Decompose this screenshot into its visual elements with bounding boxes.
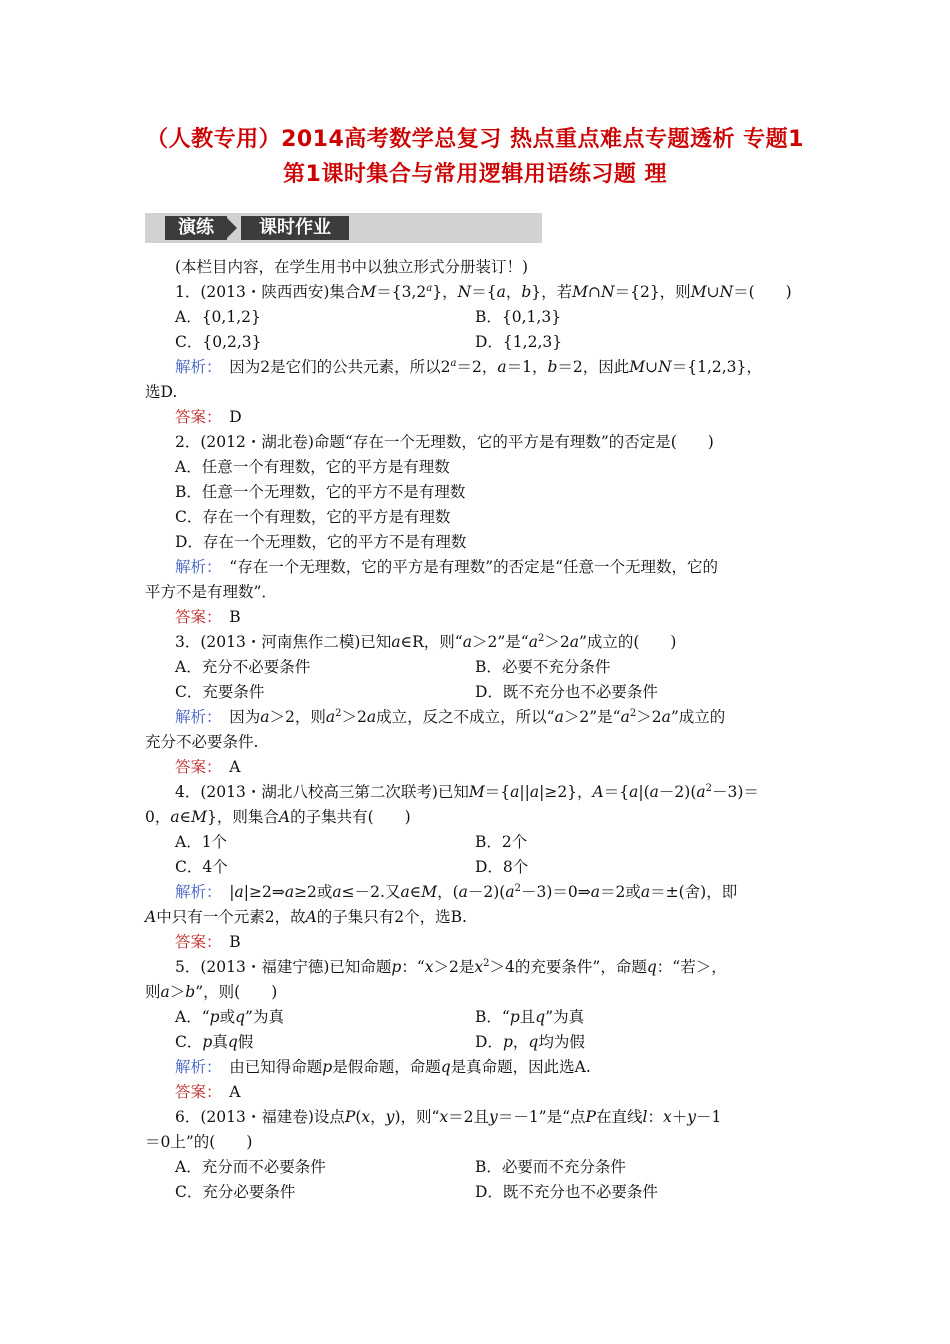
answer-label: 答案： (175, 408, 214, 426)
q1-option-c: C．{0,2,3} (175, 333, 262, 351)
q3-option-b: B．必要不充分条件 (475, 658, 611, 676)
answer-label: 答案： (175, 758, 214, 776)
q5-option-c: C．p真q假 (175, 1033, 254, 1051)
q6-stem: 6．(2013・福建卷)设点P(x，y)，则“x＝2且y＝－1”是“点P在直线l：x＋y－1 (175, 1108, 722, 1126)
q2-option-d: D．存在一个无理数，它的平方不是有理数 (175, 533, 467, 551)
q4-analysis-cont: A中只有一个元素2，故A的子集只有2个，选B. (145, 908, 467, 926)
q5-option-d: D．p，q均为假 (475, 1033, 585, 1051)
q5-stem: 5．(2013・福建宁德)已知命题p：“x＞2是$x^2>4$的充要条件”，命题q：“若＞， (175, 958, 727, 976)
page-title-line1: （人教专用）2014高考数学总复习 热点重点难点专题透析 专题1 (146, 127, 804, 152)
q3-stem: 3．(2013・河南焦作二模)已知a∈R，则“a＞2”是“$a^2>2a$”成立的( ) (175, 633, 677, 651)
page-title-line2: 第1课时集合与常用逻辑用语练习题 理 (283, 162, 667, 187)
q5-stem-cont: 则a＞b”，则( ) (145, 983, 278, 1001)
q4-option-d: D．8个 (475, 858, 529, 876)
q5-answer (175, 1081, 240, 1103)
q6-option-d: D．既不充分也不必要条件 (475, 1183, 658, 1201)
q6-option-b: B．必要而不充分条件 (475, 1158, 626, 1176)
answer-label: 答案： (175, 933, 214, 951)
q4-option-b: B．2个 (475, 833, 528, 851)
q2-option-a: A．任意一个有理数，它的平方是有理数 (175, 458, 450, 476)
analysis-label: 解析： (175, 708, 214, 726)
q4-stem-cont: 0，a∈M}，则集合A的子集共有( ) (145, 808, 411, 826)
q5-option-a: A．“p或q”为真 (175, 1008, 284, 1026)
banner-arrow-icon (225, 216, 237, 240)
q2-option-b: B．任意一个无理数，它的平方不是有理数 (175, 483, 466, 501)
q4-stem: 4．(2013・湖北八校高三第二次联考)已知M＝{a||a|≥2}，$A=\{a|(a-2)(a^2-3)=$ (175, 783, 759, 801)
q3-answer (175, 756, 240, 778)
q6-option-c: C．充分必要条件 (175, 1183, 296, 1201)
q3-answer-value: A (229, 758, 241, 776)
analysis-label: 解析： (175, 883, 214, 901)
analysis-label: 解析： (175, 358, 214, 376)
q3-option-a: A．充分不必要条件 (175, 658, 311, 676)
q2-answer (175, 606, 241, 628)
q4-analysis: 解析： |a|≥2⇒a≥2或a≤－2.又a∈M，$(a-2)(a^2-3)=0\Rightarrow a=2$或a＝±(舍)，即 (175, 883, 738, 901)
q4-option-c: C．4个 (175, 858, 228, 876)
q3-analysis-cont: 充分不必要条件. (145, 733, 259, 751)
q1-stem-pre: 1．(2013・陕西西安)集合 (175, 283, 361, 301)
binding-note: (本栏目内容，在学生用书中以独立形式分册装订！) (175, 258, 529, 276)
q1-answer (175, 406, 242, 428)
q2-analysis-text: “存在一个无理数，它的平方是有理数”的否定是“任意一个无理数，它的 (229, 558, 719, 576)
q5-answer-value: A (229, 1083, 241, 1101)
q6-stem-cont: ＝0上”的( ) (145, 1133, 253, 1151)
q5-stem-pre: 5．(2013・福建宁德)已知命题 (175, 958, 392, 976)
q1-answer-value: D (229, 408, 242, 426)
q3-option-d: D．既不充分也不必要条件 (475, 683, 658, 701)
section-banner (145, 213, 542, 243)
q2-analysis (175, 556, 718, 578)
q5-option-b: B．“p且q”为真 (475, 1008, 585, 1026)
analysis-label: 解析： (175, 558, 214, 576)
analysis-label: 解析： (175, 1058, 214, 1076)
q3-option-c: C．充要条件 (175, 683, 265, 701)
q1-analysis: 解析： 因为2是它们的公共元素，所以$2^a=2$，a＝1，b＝2，因此M∪N＝{1,2,3}， (175, 358, 762, 376)
q3-stem-pre: 3．(2013・河南焦作二模)已知 (175, 633, 392, 651)
answer-label: 答案： (175, 1083, 214, 1101)
q4-answer-value: B (229, 933, 241, 951)
q1-stem: 1．(2013・陕西西安)集合M＝{3,2$^a$}，N＝{a，b}，若M∩N＝{2}，则M∪N＝( ) (175, 283, 792, 301)
q4-option-a: A．1个 (175, 833, 228, 851)
q2-analysis-cont: 平方不是有理数”． (145, 583, 277, 601)
q6-option-a: A．充分而不必要条件 (175, 1158, 326, 1176)
banner-tab-practice: 演练 (165, 216, 227, 240)
q2-stem: 2．(2012・湖北卷)命题“存在一个无理数，它的平方是有理数”的否定是( ) (175, 433, 714, 451)
banner-tab-homework: 课时作业 (241, 216, 349, 240)
q1-analysis-cont: 选D. (145, 383, 178, 401)
q4-stem-pre: 4．(2013・湖北八校高三第二次联考)已知 (175, 783, 469, 801)
q6-stem-pre: 6．(2013・福建卷)设点 (175, 1108, 345, 1126)
q5-analysis: 解析： 由已知得命题p是假命题，命题q是真命题，因此选A. (175, 1058, 591, 1076)
q2-option-c: C．存在一个有理数，它的平方是有理数 (175, 508, 451, 526)
q1-option-a: A．{0,1,2} (175, 308, 261, 326)
q1-option-b: B．{0,1,3} (475, 308, 562, 326)
q1-option-d: D．{1,2,3} (475, 333, 563, 351)
answer-label: 答案： (175, 608, 214, 626)
q2-answer-value: B (229, 608, 241, 626)
q4-answer (175, 931, 241, 953)
q3-analysis: 解析： 因为a＞2，则$a^2>2a$成立，反之不成立，所以“a＞2”是“$a^2>2a$”成立的 (175, 708, 726, 726)
